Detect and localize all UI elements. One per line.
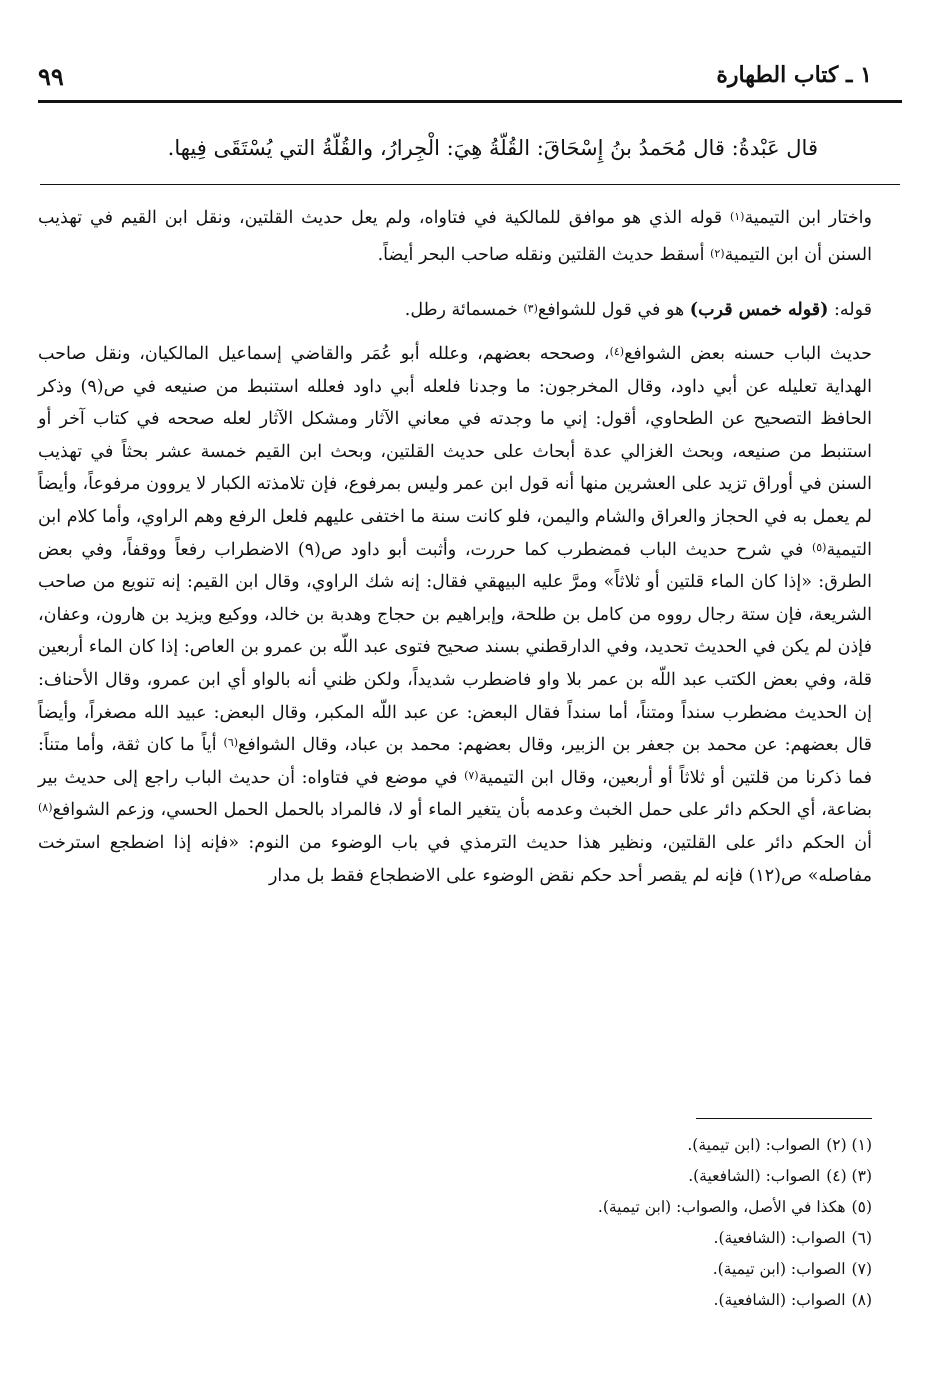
footnote-item bbox=[300, 1285, 872, 1316]
p1-text-c: أسقط حديث القلتين ونقله صاحب البحر أيضاً. bbox=[377, 245, 711, 265]
footnote-ref-8: (٨) bbox=[38, 801, 53, 815]
page-header bbox=[38, 58, 872, 98]
p2-text-a: هو في قول للشوافع bbox=[537, 300, 690, 320]
footnote-text: الصواب: (ابن تيمية). bbox=[687, 1136, 821, 1154]
footnote-ref-5: (٥) bbox=[811, 540, 827, 554]
footnote-item bbox=[300, 1254, 872, 1285]
footnote-number: (٣) (٤) bbox=[826, 1167, 872, 1185]
commentary-paragraph-3 bbox=[38, 338, 872, 892]
p2-lead: قوله: bbox=[828, 300, 872, 320]
footnote-number: (١) (٢) bbox=[826, 1136, 872, 1154]
chapter-title: ١ ـ كتاب الطهارة bbox=[716, 62, 872, 88]
footnote-number: (٧) bbox=[851, 1260, 872, 1278]
footnote-ref-6: (٦) bbox=[223, 736, 239, 750]
footnote-number: (٨) bbox=[851, 1291, 872, 1309]
footnote-number: (٥) bbox=[851, 1198, 872, 1216]
header-rule bbox=[38, 100, 902, 103]
p3-text-e: في موضع في فتاواه: أن حديث الباب راجع إلى حديث بير بضاعة، أي الحكم دائر على حمل الخبث وعدمه بأن يتغير الماء أو لا، فالمراد بالحمل الحمل الحسي، وزعم الشوافع bbox=[38, 767, 872, 821]
p3-text-c: في شرح حديث الباب فمضطرب كما حررت، وأثبت أبو داود ص(٩) الاضطراب رفعاً ووقفاً، وفي بعض الطرق: «إذا كان الماء قلتين أو ثلاثاً» ومرَّ عليه البيهقي فقال: إنه شك الراوي، وقال ابن القيم: إنه تنويع من صاحب الشريعة، فإن ستة رجال رووه من كامل بن طلحة، وإبراهيم بن حجاج وهدبة بن خالد، ووكيع ويزيد بن هارون، وعفان، فإذن لم يكن في الحديث تحديد، وفي الدارقطني بسند صحيح فتوى عبد اللّه بن عمرو بن العاص: إذا كان الماء أربعين قلة، وفي بعض الكتب عبد اللّه بن عمر بلا واو فاضطرب شديداً، ولكن ظني أنه بالواو أي ابن عمرو، وقال الأحناف: إن الحديث مضطرب سنداً ومتناً، أما سنداً فقال البعض: عن عبد اللّه المكبر، وقال البعض: عبيد الله مصغراً، وأيضاً قال بعضهم: عن محمد بن جعفر بن الزبير، وقال بعضهم: محمد بن عباد، وقال الشوافع bbox=[38, 539, 872, 756]
p3-text-f: أن الحكم دائر على القلتين، ونظير هذا حديث الترمذي في باب الوضوء من النوم: «فإنه إذا اضطجع استرخت مفاصله» ص(١٢) فإنه لم يقصر أحد حكم نقض الوضوء على الاضطجاع فقط بل مدار bbox=[38, 832, 872, 886]
footnote-ref-7: (٧) bbox=[464, 768, 479, 782]
footnote-ref-2: (٢) bbox=[710, 247, 725, 260]
footnote-item bbox=[300, 1192, 872, 1223]
commentary-paragraph-2 bbox=[38, 292, 872, 329]
quote-rule bbox=[40, 184, 900, 185]
footnote-text: هكذا في الأصل، والصواب: (ابن تيمية). bbox=[597, 1198, 846, 1216]
footnote-ref-4: (٤) bbox=[609, 345, 625, 358]
footnote-item bbox=[300, 1223, 872, 1254]
footnote-text: الصواب: (الشافعية). bbox=[688, 1167, 821, 1185]
p2-text-b: خمسمائة رطل. bbox=[404, 300, 524, 320]
commentary-paragraph-1 bbox=[38, 200, 872, 274]
p1-text-a: واختار ابن التيمية bbox=[744, 208, 872, 228]
page-number: ٩٩ bbox=[38, 62, 64, 91]
footnotes-list bbox=[300, 1130, 872, 1316]
p3-text-b: ، وصححه بعضهم، وعلله أبو عُمَر والقاضي إسماعيل المالكيان، ونقل صاحب الهداية تعليله عن أبي داود، وقال المخرجون: ما وجدنا فلعله أبي داود فعلله استنبط من صنيعه في ص(٩) وذكر الحافظ التصحيح عن الطحاوي، أقول: إني ما وجدته في معاني الآثار ومشكل الآثار لعله صححه في كتاب آخر أو استنبط من صنيعه، وبحث الغزالي عدة أبحاث على حديث القلتين، وبحث ابن القيم خمسة عشر بحثاً في تهذيب السنن في أوراق تزيد على العشرين منها أنه قول ابن عمر وليس بمرفوع، فإن تلامذته الكبار لا يروون مرفوعاً، وأيضاً لم يعمل به في الحجاز والعراق والشام واليمن، فلو كانت سنة ما اختفى عليهم فلعل الرفع وهم الراوي، وأما كلام ابن التيمية bbox=[38, 344, 872, 560]
footnote-ref-3: (٣) bbox=[523, 302, 538, 315]
footnote-rule bbox=[696, 1118, 872, 1119]
footnote-text: الصواب: (الشافعية). bbox=[713, 1291, 846, 1309]
footnote-number: (٦) bbox=[851, 1229, 872, 1247]
p1-text-b: قوله الذي هو موافق للمالكية في فتاواه، ولم يعل حديث القلتين، ونقل ابن القيم في تهذيب السنن أن ابن التيمية bbox=[38, 208, 872, 265]
p3-text-a: حديث الباب حسنه بعض الشوافع bbox=[624, 344, 872, 364]
p2-bold-heading: (قوله خمس قرب) bbox=[689, 300, 829, 320]
hadith-quote: قال عَبْدةُ: قال مُحَمدُ بنُ إِسْحَاقَ: القُلّةُ هِيَ: الْجِرارُ، والقُلّةُ التي يُسْتَقَى فِيها. bbox=[167, 136, 818, 160]
footnote-item bbox=[300, 1130, 872, 1161]
p3-text-d: أياً ما كان ثقة، وأما متناً: فما ذكرنا من قلتين أو ثلاثاً أو أربعين، وقال ابن التيمية bbox=[38, 735, 872, 788]
footnote-ref-1: (١) bbox=[729, 210, 745, 223]
footnote-item bbox=[300, 1161, 872, 1192]
footnote-text: الصواب: (الشافعية). bbox=[713, 1229, 846, 1247]
footnote-text: الصواب: (ابن تيمية). bbox=[712, 1260, 846, 1278]
